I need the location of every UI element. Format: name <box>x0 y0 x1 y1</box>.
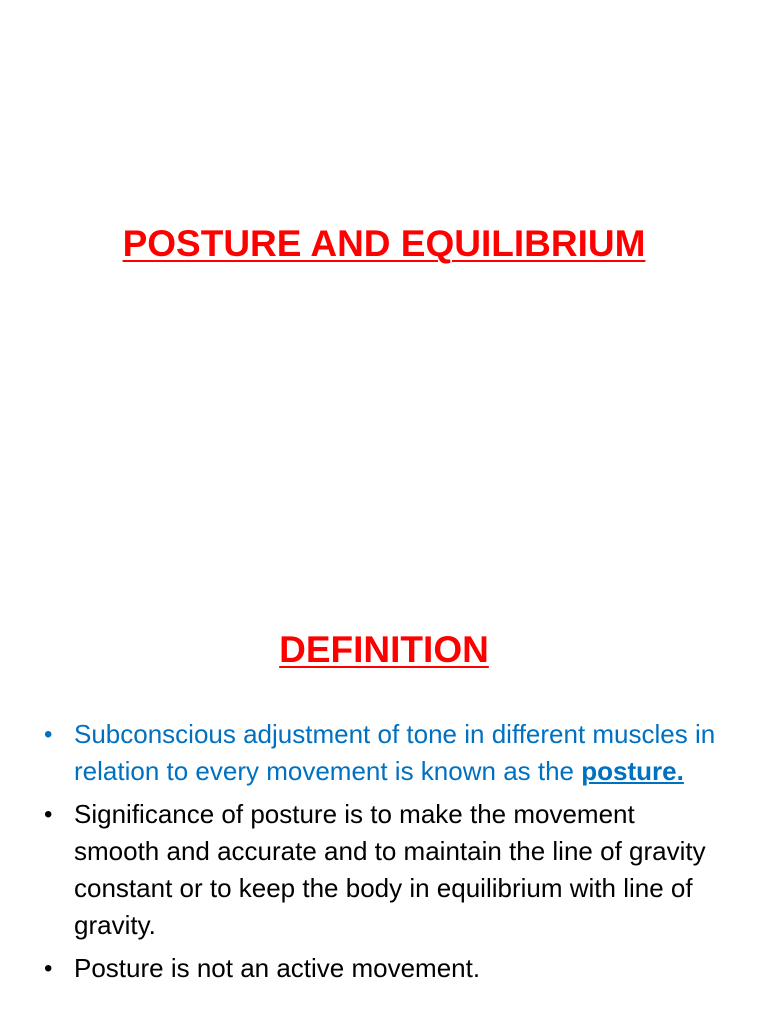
definition-bullet-list <box>42 716 722 993</box>
bullet-dot-icon: • <box>44 955 53 982</box>
bullet-item-2 <box>42 796 722 944</box>
bullet-item-3 <box>42 950 722 987</box>
bullet-dot-icon: • <box>44 721 53 748</box>
bullet-item-1 <box>42 716 722 790</box>
bullet-3-text: Posture is not an active movement. <box>74 953 481 983</box>
bullet-2-text: Significance of posture is to make the movement smooth and accurate and to maintain the line of gravity constant or to keep the body in equilibrium with line of gravity. <box>74 799 706 940</box>
bullet-1-text: Subconscious adjustment of tone in different muscles in relation to every movement is known as the <box>74 719 716 786</box>
slide-title: POSTURE AND EQUILIBRIUM <box>122 223 646 264</box>
definition-heading: DEFINITION <box>279 629 489 670</box>
bullet-dot-icon: • <box>44 801 53 828</box>
bullet-1-emphasis: posture. <box>581 756 684 786</box>
